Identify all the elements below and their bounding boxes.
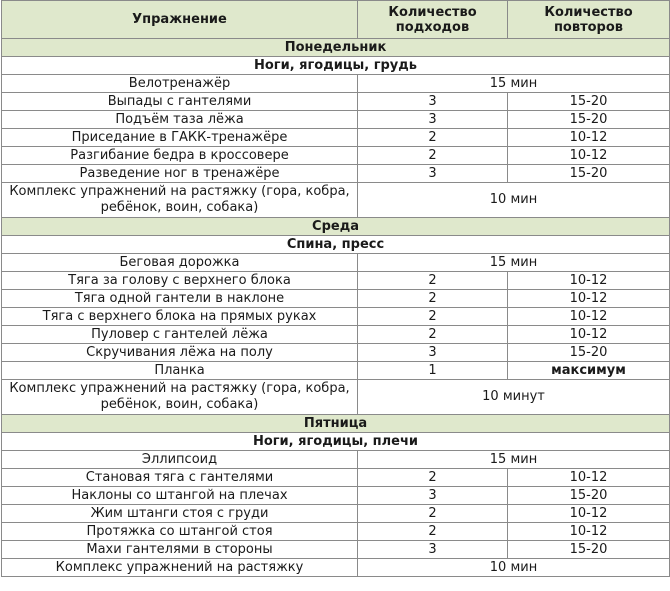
table-row [2, 183, 670, 218]
exercise-cell: Комплекс упражнений на растяжку [2, 559, 358, 577]
exercise-cell: Жим штанги стоя с груди [2, 505, 358, 523]
table-row [2, 451, 670, 469]
reps-cell: 10-12 [508, 147, 670, 165]
sets-cell: 1 [358, 362, 508, 380]
focus-row [2, 433, 670, 451]
table-row [2, 344, 670, 362]
sets-cell: 3 [358, 165, 508, 183]
focus-row [2, 236, 670, 254]
exercise-cell: Протяжка со штангой стоя [2, 523, 358, 541]
day-focus: Ноги, ягодицы, грудь [2, 57, 670, 75]
reps-cell: 10-12 [508, 308, 670, 326]
duration-cell: 10 минут [358, 380, 670, 415]
duration-cell: 10 мин [358, 183, 670, 218]
exercise-cell: Выпады с гантелями [2, 93, 358, 111]
table-row [2, 541, 670, 559]
exercise-cell: Махи гантелями в стороны [2, 541, 358, 559]
table-row [2, 505, 670, 523]
focus-row [2, 57, 670, 75]
exercise-cell: Пуловер с гантелей лёжа [2, 326, 358, 344]
day-title: Понедельник [2, 39, 670, 57]
reps-cell: 15-20 [508, 93, 670, 111]
day-row [2, 218, 670, 236]
reps-cell: 15-20 [508, 344, 670, 362]
reps-cell: 10-12 [508, 129, 670, 147]
sets-cell: 2 [358, 326, 508, 344]
header-exercise: Упражнение [2, 1, 358, 39]
table-row [2, 308, 670, 326]
exercise-cell: Планка [2, 362, 358, 380]
exercise-cell: Скручивания лёжа на полу [2, 344, 358, 362]
sets-cell: 3 [358, 541, 508, 559]
sets-cell: 3 [358, 487, 508, 505]
day-focus: Спина, пресс [2, 236, 670, 254]
exercise-cell: Комплекс упражнений на растяжку (гора, кобра, ребёнок, воин, собака) [2, 183, 358, 218]
reps-cell: 10-12 [508, 523, 670, 541]
reps-cell: 10-12 [508, 272, 670, 290]
day-title: Пятница [2, 415, 670, 433]
duration-cell: 15 мин [358, 75, 670, 93]
duration-cell: 10 мин [358, 559, 670, 577]
reps-cell: 15-20 [508, 541, 670, 559]
table-row [2, 165, 670, 183]
sets-cell: 3 [358, 111, 508, 129]
table-row [2, 380, 670, 415]
sets-cell: 2 [358, 147, 508, 165]
exercise-cell: Комплекс упражнений на растяжку (гора, кобра, ребёнок, воин, собака) [2, 380, 358, 415]
day-row [2, 415, 670, 433]
exercise-cell: Разгибание бедра в кроссовере [2, 147, 358, 165]
exercise-cell: Тяга за голову с верхнего блока [2, 272, 358, 290]
duration-cell: 15 мин [358, 451, 670, 469]
exercise-cell: Велотренажёр [2, 75, 358, 93]
reps-cell: 15-20 [508, 487, 670, 505]
exercise-cell: Приседание в ГАКК-тренажёре [2, 129, 358, 147]
sets-cell: 2 [358, 523, 508, 541]
table-row [2, 523, 670, 541]
table-row [2, 93, 670, 111]
header-row [2, 1, 670, 39]
reps-cell: 15-20 [508, 165, 670, 183]
table-row [2, 254, 670, 272]
reps-cell: 10-12 [508, 290, 670, 308]
sets-cell: 2 [358, 469, 508, 487]
exercise-cell: Беговая дорожка [2, 254, 358, 272]
table-row [2, 559, 670, 577]
reps-cell: 10-12 [508, 505, 670, 523]
duration-cell: 15 мин [358, 254, 670, 272]
exercise-cell: Разведение ног в тренажёре [2, 165, 358, 183]
reps-cell: 10-12 [508, 469, 670, 487]
header-sets: Количество подходов [358, 1, 508, 39]
exercise-cell: Тяга с верхнего блока на прямых руках [2, 308, 358, 326]
table-row [2, 147, 670, 165]
sets-cell: 2 [358, 272, 508, 290]
reps-cell: 15-20 [508, 111, 670, 129]
table-row [2, 75, 670, 93]
day-focus: Ноги, ягодицы, плечи [2, 433, 670, 451]
exercise-cell: Эллипсоид [2, 451, 358, 469]
sets-cell: 2 [358, 290, 508, 308]
sets-cell: 3 [358, 93, 508, 111]
day-title: Среда [2, 218, 670, 236]
exercise-cell: Наклоны со штангой на плечах [2, 487, 358, 505]
table-row [2, 487, 670, 505]
sets-cell: 3 [358, 344, 508, 362]
table-row [2, 129, 670, 147]
table-row [2, 362, 670, 380]
sets-cell: 2 [358, 129, 508, 147]
table-row [2, 111, 670, 129]
sets-cell: 2 [358, 308, 508, 326]
exercise-cell: Тяга одной гантели в наклоне [2, 290, 358, 308]
day-row [2, 39, 670, 57]
table-row [2, 290, 670, 308]
table-row [2, 469, 670, 487]
exercise-cell: Подъём таза лёжа [2, 111, 358, 129]
exercise-cell: Становая тяга с гантелями [2, 469, 358, 487]
header-reps: Количество повторов [508, 1, 670, 39]
table-row [2, 272, 670, 290]
reps-cell: максимум [508, 362, 670, 380]
table-row [2, 326, 670, 344]
sets-cell: 2 [358, 505, 508, 523]
workout-table [1, 0, 670, 577]
reps-cell: 10-12 [508, 326, 670, 344]
